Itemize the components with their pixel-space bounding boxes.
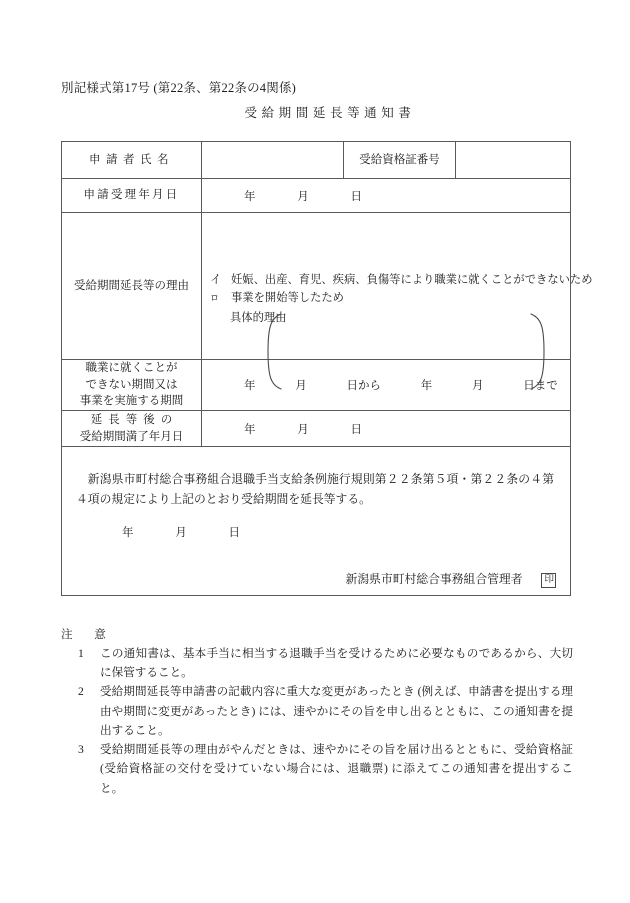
note-number: 3	[78, 743, 84, 757]
period-label-line1: 職業に就くことが	[85, 362, 178, 374]
qualification-number-label: 受給資格証番号	[344, 142, 456, 179]
period-value[interactable]	[202, 360, 571, 411]
option-mark-ro: ロ	[210, 292, 220, 303]
expiry-label-line1: 延長等後の	[90, 413, 179, 426]
statement-date-month: 月	[175, 526, 187, 539]
period-label-line2: できない期間又は	[85, 378, 178, 391]
statement-date[interactable]	[62, 510, 570, 540]
statement-date-year: 年	[122, 526, 134, 539]
expiry-day: 日	[350, 423, 362, 436]
expiry-value[interactable]	[202, 411, 571, 447]
acceptance-date-year: 年	[244, 190, 256, 203]
expiry-month: 月	[297, 423, 309, 436]
acceptance-date-month: 月	[297, 190, 309, 203]
expiry-label	[62, 411, 202, 447]
page-title: 受給期間延長等通知書	[244, 106, 416, 120]
note-number: 1	[78, 647, 84, 660]
applicant-name-value[interactable]	[202, 142, 344, 179]
note-item	[78, 644, 573, 682]
qualification-number-value[interactable]	[456, 142, 571, 179]
period-to-year: 年	[420, 380, 433, 392]
notes-section	[61, 626, 573, 798]
note-number: 2	[78, 685, 84, 699]
reason-option-ro[interactable]	[210, 290, 570, 308]
table-row-acceptance-date	[62, 179, 571, 213]
note-item	[78, 740, 573, 798]
statement-date-day: 日	[228, 526, 240, 539]
expiry-year: 年	[244, 423, 256, 436]
concrete-reason-label: 具体的理由	[230, 312, 287, 324]
right-parenthesis-icon	[528, 313, 548, 390]
acceptance-date-label: 申請受理年月日	[62, 179, 202, 213]
reason-label: 受給期間延長等の理由	[62, 213, 202, 360]
period-from-year: 年	[244, 380, 256, 392]
period-from-day: 日から	[346, 380, 381, 392]
reason-option-i[interactable]	[210, 272, 593, 290]
reason-content	[202, 213, 593, 360]
signature-row	[62, 540, 570, 589]
table-row-period	[62, 360, 571, 411]
table-row-statement	[62, 447, 571, 596]
period-to-month: 月	[472, 380, 484, 392]
option-text-ro: 事業を開始等したため	[231, 291, 344, 304]
option-mark-i: イ	[210, 274, 222, 286]
notes-title: 注 意	[61, 628, 111, 641]
acceptance-date-value[interactable]	[202, 179, 571, 213]
note-text: 受給期間延長等の理由がやんだときは、速やかにその旨を届け出るとともに、受給資格証 (受給資格証の交付を受けていない場合には、退職票) に添えてこの通知書を提出すること。	[100, 743, 573, 795]
option-text-i: 妊娠、出産、育児、疾病、負傷等により職業に就くことができないため	[231, 274, 593, 286]
applicant-name-label: 申請者氏名	[62, 142, 202, 179]
left-parenthesis-icon	[264, 313, 284, 390]
seal-icon: 印	[541, 573, 556, 589]
period-label-line3: 事業を実施する期間	[79, 395, 184, 408]
table-row-applicant	[62, 142, 571, 179]
notification-table	[61, 141, 593, 596]
note-text: この通知書は、基本手当に相当する退職手当を受けるために必要なものであるから、大切に保管すること。	[100, 647, 573, 680]
expiry-label-line2: 受給期間満了年月日	[79, 430, 184, 443]
statement-cell	[62, 447, 571, 596]
form-code: 別記様式第17号 (第22条、第22条の4関係)	[61, 81, 297, 95]
period-from-month: 月	[295, 380, 307, 392]
period-to-day: 日まで	[523, 380, 558, 392]
note-item	[78, 682, 573, 740]
table-row-expiry	[62, 411, 571, 447]
table-row-reason	[62, 213, 571, 360]
period-label	[62, 360, 202, 411]
note-text: 受給期間延長等申請書の記載内容に重大な変更があったとき (例えば、申請書を提出する理由や期間に変更があったとき) には、速やかにその旨を申し出るとともに、この通知書を提出すること。	[100, 685, 573, 737]
signatory-name: 新潟県市町村総合事務組合管理者	[345, 571, 523, 586]
statement-text: 新潟県市町村総合事務組合退職手当支給条例施行規則第２２条第５項・第２２条の４第４項の規定により上記のとおり受給期間を延長等する。	[76, 471, 554, 507]
acceptance-date-day: 日	[350, 190, 362, 203]
